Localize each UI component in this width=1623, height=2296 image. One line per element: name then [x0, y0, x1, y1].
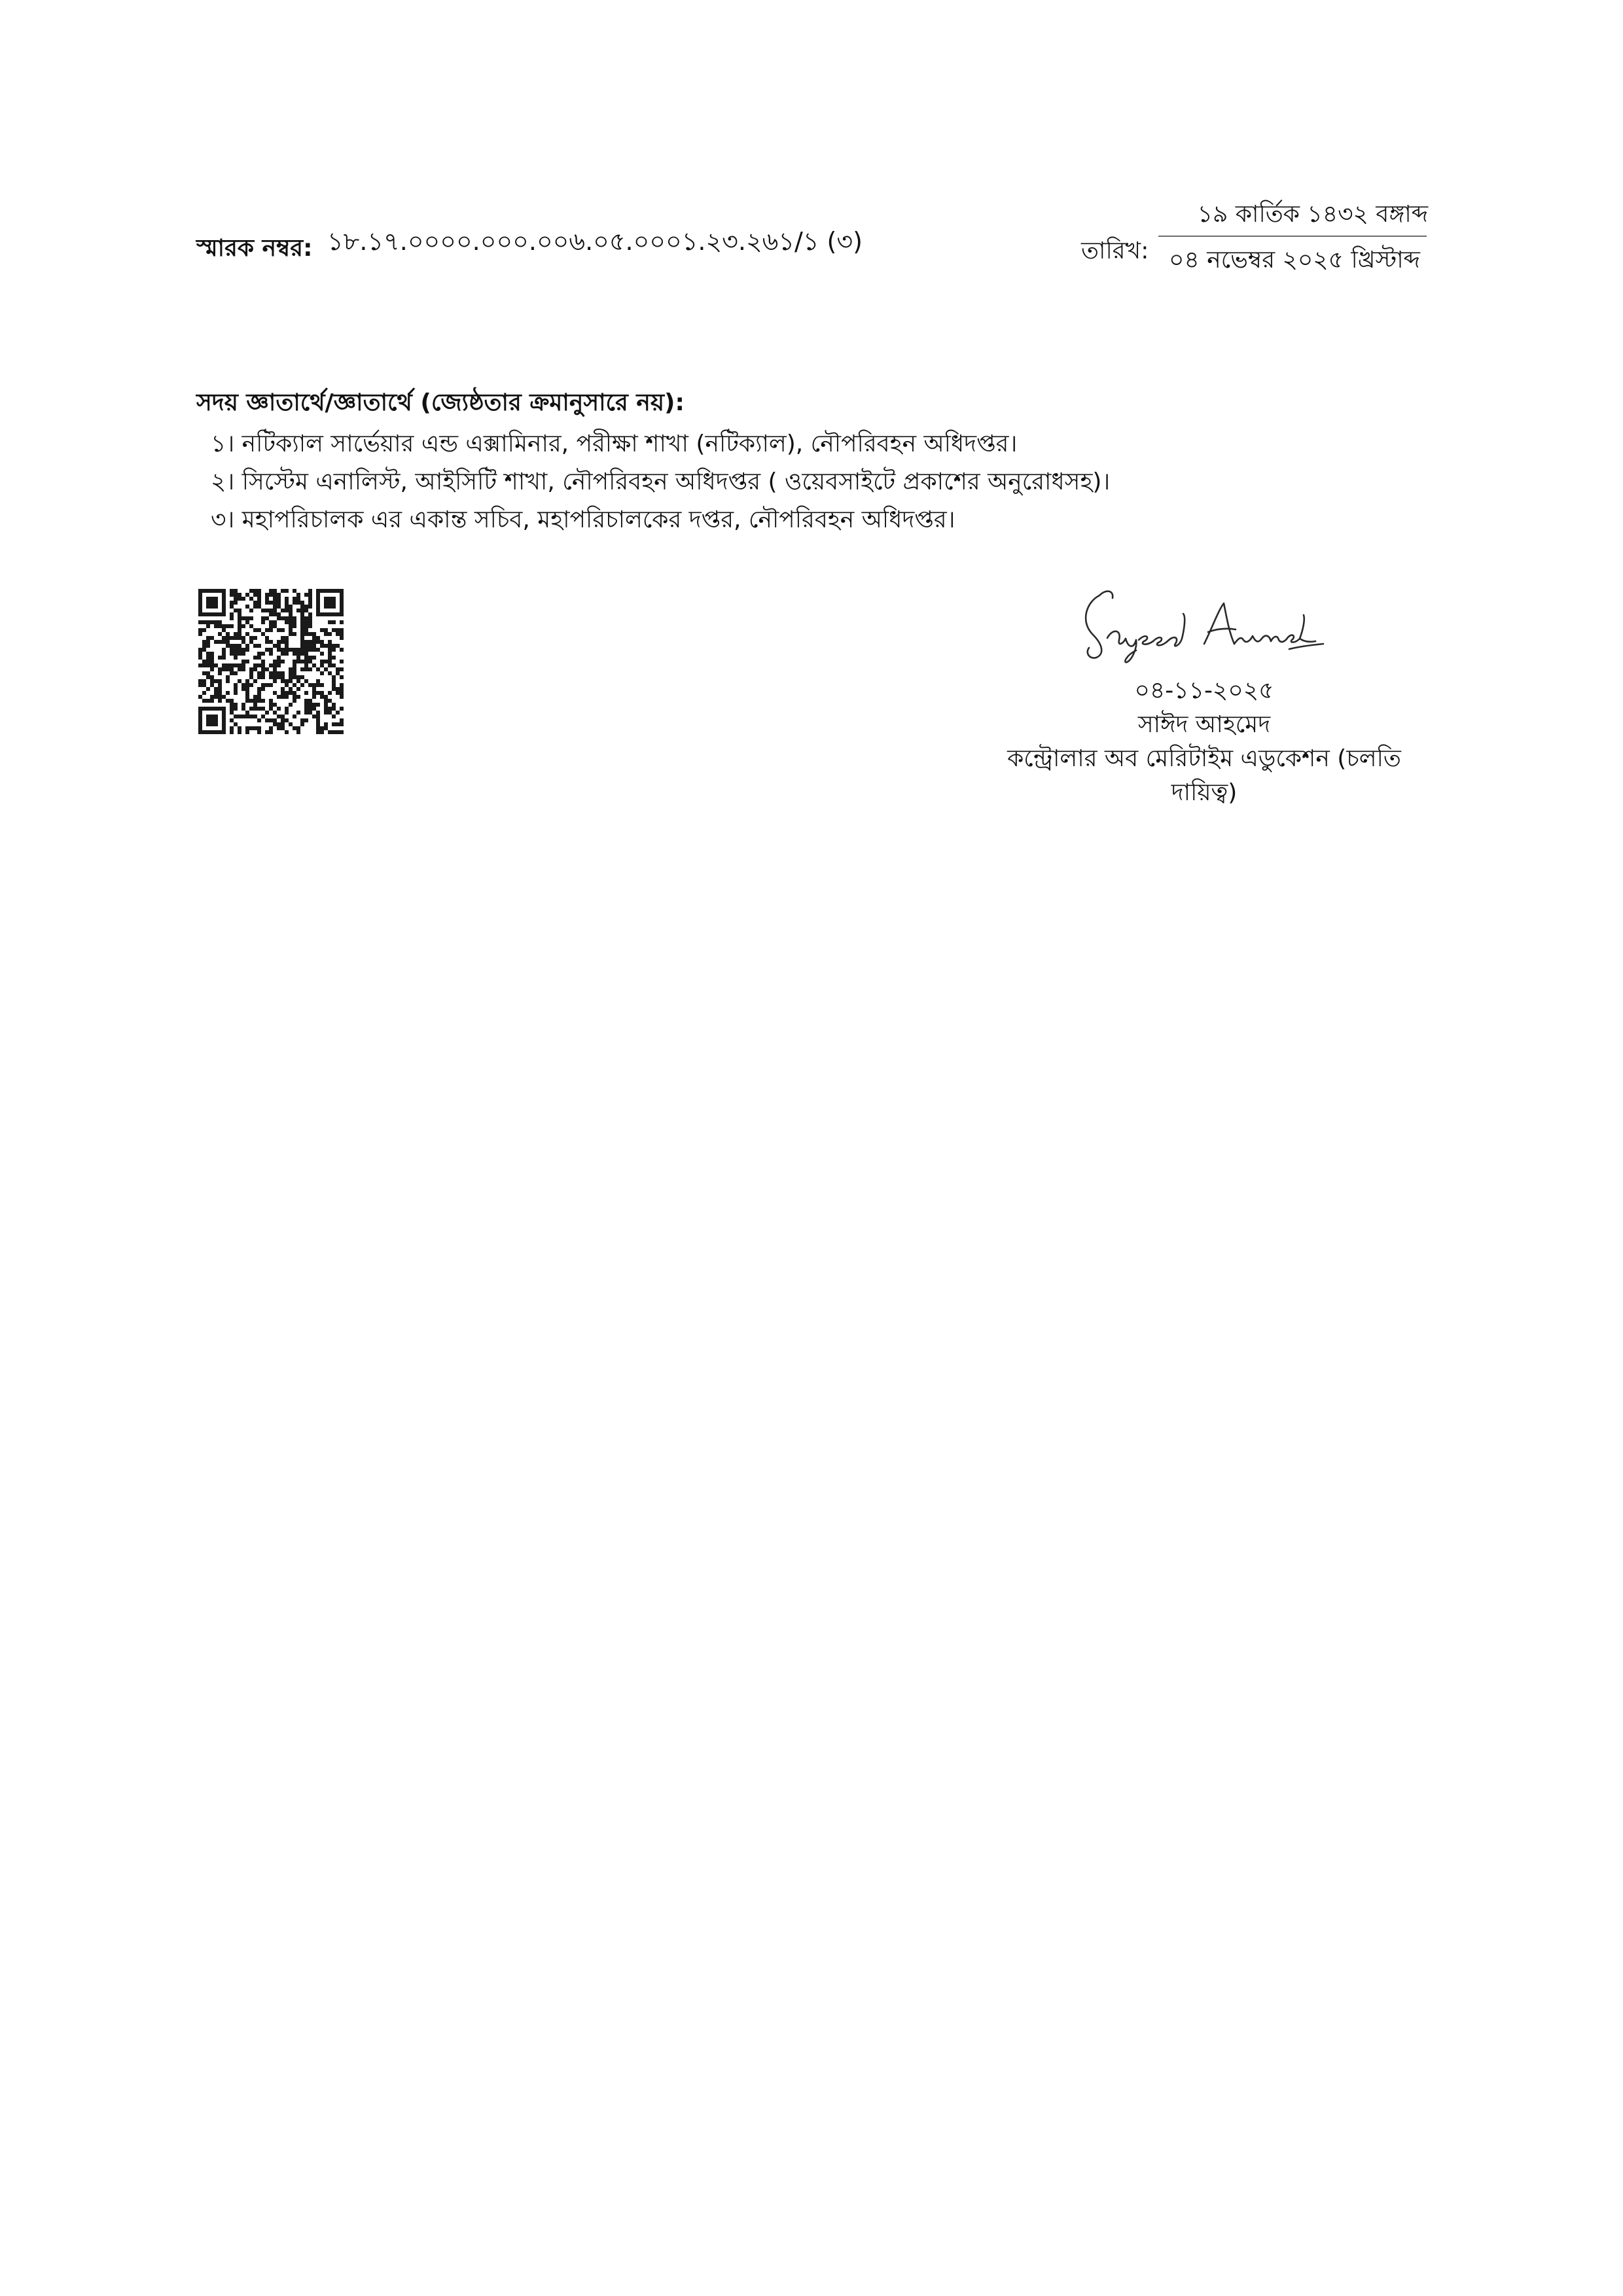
signature-date: ০৪-১১-২০২৫ [1134, 677, 1274, 704]
memo-number: ১৮.১৭.০০০০.০০০.০০৬.০৫.০০০১.২৩.২৬১/১ (৩) [327, 227, 863, 256]
date-gregorian: ০৪ নভেম্বর ২০২৫ খ্রিস্টাব্দ [1169, 247, 1420, 274]
distribution-list [211, 425, 1110, 539]
date-bangla-calendar: ১৯ কার্তিক ১৪৩২ বঙ্গাব্দ [1197, 201, 1428, 228]
qr-code-icon [198, 589, 344, 734]
signature-block [969, 674, 1440, 810]
date-label: তারিখ: [1081, 238, 1149, 264]
distribution-item: ২। সিস্টেম এনালিস্ট, আইসিটি শাখা, নৌপরিবহন অধিদপ্তর ( ওয়েবসাইটে প্রকাশের অনুরোধসহ)। [211, 468, 1111, 495]
handwritten-signature [1073, 576, 1335, 667]
distribution-heading: সদয় জ্ঞাতার্থে/জ্ঞাতার্থে (জ্যেষ্ঠতার ক্রমানুসারে নয়): [196, 389, 685, 416]
date-divider [1158, 236, 1427, 237]
signatory-designation-cont: দায়িত্ব) [1171, 779, 1238, 806]
distribution-item: ৩। মহাপরিচালক এর একান্ত সচিব, মহাপরিচালকের দপ্তর, নৌপরিবহন অধিদপ্তর। [211, 506, 955, 533]
memo-number-label: স্মারক নম্বর: [196, 235, 313, 262]
signatory-designation: কন্ট্রোলার অব মেরিটাইম এডুকেশন (চলতি [1007, 745, 1401, 772]
signatory-name: সাঈদ আহমেদ [1137, 711, 1271, 738]
distribution-item: ১। নটিক্যাল সার্ভেয়ার এন্ড এক্সামিনার, পরীক্ষা শাখা (নটিক্যাল), নৌপরিবহন অধিদপ্তর। [211, 431, 1018, 457]
